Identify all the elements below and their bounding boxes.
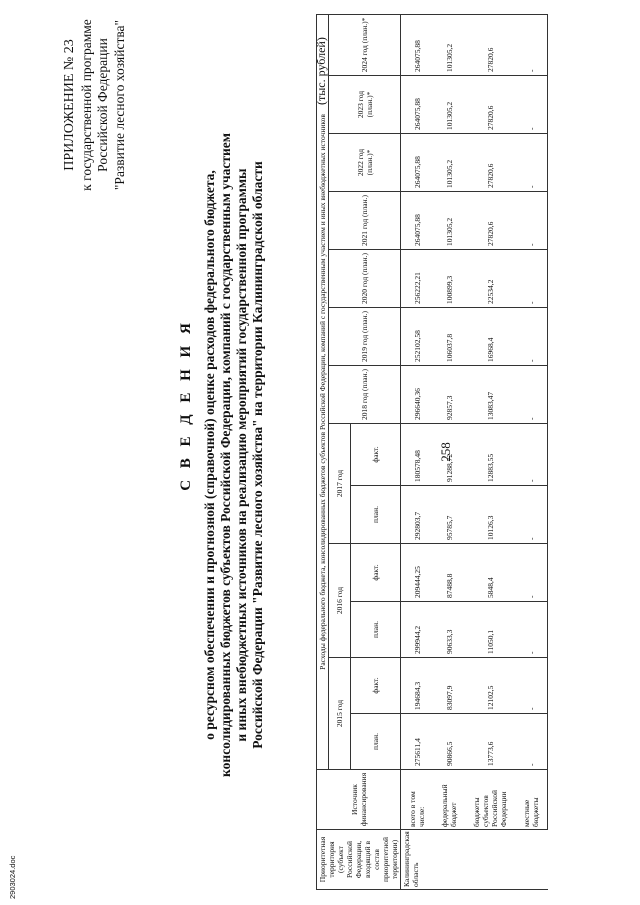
header-forecast-year: 2024 год (план.)* xyxy=(329,14,401,75)
value-cell: 92857,3 xyxy=(433,366,465,424)
value-cell: 101305,2 xyxy=(433,192,465,250)
value-cell: 256222,21 xyxy=(401,250,434,308)
header-forecast-year: 2019 год (план.) xyxy=(329,308,401,366)
subtitle-line: и иных внебюджетных источников на реализацию мероприятий государственной программы xyxy=(234,168,249,742)
table-row xyxy=(515,14,548,889)
header-forecast-year: 2020 год (план.) xyxy=(329,250,401,308)
value-cell: 91288,72 xyxy=(433,424,465,486)
subtitle-line: консолидированных бюджетов субъектов Российской Федерации, компаний с государственным участием xyxy=(218,133,233,777)
value-cell: - xyxy=(515,14,548,75)
document-subtitle xyxy=(202,95,266,815)
value-cell: 10126,3 xyxy=(465,486,515,544)
subtitle-line: о ресурсном обеспечении и прогнозной (справочной) оценке расходов федерального бюджета, xyxy=(202,170,217,740)
header-fact: факт. xyxy=(351,658,401,714)
value-cell: - xyxy=(515,250,548,308)
appendix-line: Российской Федерации xyxy=(95,38,110,172)
value-cell: - xyxy=(515,134,548,192)
value-cell: 12883,55 xyxy=(465,424,515,486)
value-cell: - xyxy=(515,308,548,366)
value-cell: - xyxy=(515,424,548,486)
value-cell: - xyxy=(515,366,548,424)
value-cell: - xyxy=(515,658,548,714)
appendix-header xyxy=(62,0,128,215)
table-row xyxy=(401,14,434,889)
appendix-line: к государственной программе xyxy=(78,19,94,191)
value-cell: - xyxy=(515,544,548,602)
subtitle-line: Российской Федерации "Развитие лесного хозяйства" на территории Калининградской области xyxy=(250,161,265,749)
value-cell: 83097,9 xyxy=(433,658,465,714)
value-cell: 13773,6 xyxy=(465,714,515,770)
value-cell: 27820,6 xyxy=(465,76,515,134)
value-cell: 264075,88 xyxy=(401,76,434,134)
value-cell: - xyxy=(515,714,548,770)
value-cell: 16968,4 xyxy=(465,308,515,366)
header-plan: план. xyxy=(351,486,401,544)
header-plan: план. xyxy=(351,602,401,658)
page-number: 258 xyxy=(438,442,453,462)
source-cell: всего в том числе: xyxy=(401,770,434,830)
header-year: 2017 год xyxy=(329,424,351,544)
value-cell: 95785,7 xyxy=(433,486,465,544)
expenses-table xyxy=(316,14,548,890)
value-cell: 292803,7 xyxy=(401,486,434,544)
table-row xyxy=(433,14,465,889)
value-cell: 264075,88 xyxy=(401,134,434,192)
appendix-number: ПРИЛОЖЕНИЕ № 23 xyxy=(62,39,77,171)
header-row xyxy=(329,14,351,889)
appendix-line: "Развитие лесного хозяйства" xyxy=(111,19,127,191)
value-cell: 209444,25 xyxy=(401,544,434,602)
source-cell: бюджеты субъектов Российской Федерации xyxy=(465,770,515,830)
header-forecast-year: 2021 год (план.) xyxy=(329,192,401,250)
source-cell: федеральный бюджет xyxy=(433,770,465,830)
value-cell: 100899,3 xyxy=(433,250,465,308)
value-cell: 264075,88 xyxy=(401,192,434,250)
value-cell: 296640,36 xyxy=(401,366,434,424)
value-cell: 101305,2 xyxy=(433,76,465,134)
value-cell: 27820,6 xyxy=(465,134,515,192)
value-cell: 264075,88 xyxy=(401,14,434,75)
header-forecast-year: 2022 год (план.)* xyxy=(329,134,401,192)
document-title: С В Е Д Е Н И Я xyxy=(178,319,194,491)
value-cell: 27820,6 xyxy=(465,14,515,75)
value-cell: 275611,4 xyxy=(401,714,434,770)
value-cell: 106037,8 xyxy=(433,308,465,366)
value-cell: 13083,47 xyxy=(465,366,515,424)
territory-cell: Калининградская область xyxy=(401,830,548,890)
file-reference: 2903024.doc xyxy=(8,855,17,899)
value-cell: 90866,5 xyxy=(433,714,465,770)
value-cell: 12102,5 xyxy=(465,658,515,714)
value-cell: - xyxy=(515,76,548,134)
header-territory: Приоритетная территория (субъект Российской Федерации, входящий в состав приоритетной территории) xyxy=(317,830,401,890)
header-expenses: Расходы федерального бюджета, консолидированных бюджетов субъектов Российской Федерации, компаний с государственным участием и иных внебюджетных источников xyxy=(317,14,329,769)
header-forecast-year: 2018 год (план.) xyxy=(329,366,401,424)
value-cell: 101305,2 xyxy=(433,134,465,192)
value-cell: 101305,2 xyxy=(433,14,465,75)
value-cell: - xyxy=(515,192,548,250)
header-plan: план. xyxy=(351,714,401,770)
value-cell: 180578,48 xyxy=(401,424,434,486)
header-source: Источник финансирования xyxy=(317,770,401,830)
value-cell: 11050,1 xyxy=(465,602,515,658)
header-fact: факт. xyxy=(351,544,401,602)
header-forecast-year: 2023 год (план.)* xyxy=(329,76,401,134)
header-fact: факт. xyxy=(351,424,401,486)
value-cell: 87488,8 xyxy=(433,544,465,602)
unit-note: (тыс. рублей) xyxy=(314,37,328,105)
header-year: 2015 год xyxy=(329,658,351,770)
value-cell: 27820,6 xyxy=(465,192,515,250)
value-cell: - xyxy=(515,602,548,658)
table-row xyxy=(465,14,515,889)
value-cell: 90633,3 xyxy=(433,602,465,658)
header-year: 2016 год xyxy=(329,544,351,658)
value-cell: 252102,58 xyxy=(401,308,434,366)
header-row xyxy=(317,14,329,889)
value-cell: 5848,4 xyxy=(465,544,515,602)
value-cell: 22534,2 xyxy=(465,250,515,308)
value-cell: 194684,3 xyxy=(401,658,434,714)
source-cell: местные бюджеты xyxy=(515,770,548,830)
value-cell: 299944,2 xyxy=(401,602,434,658)
value-cell: - xyxy=(515,486,548,544)
